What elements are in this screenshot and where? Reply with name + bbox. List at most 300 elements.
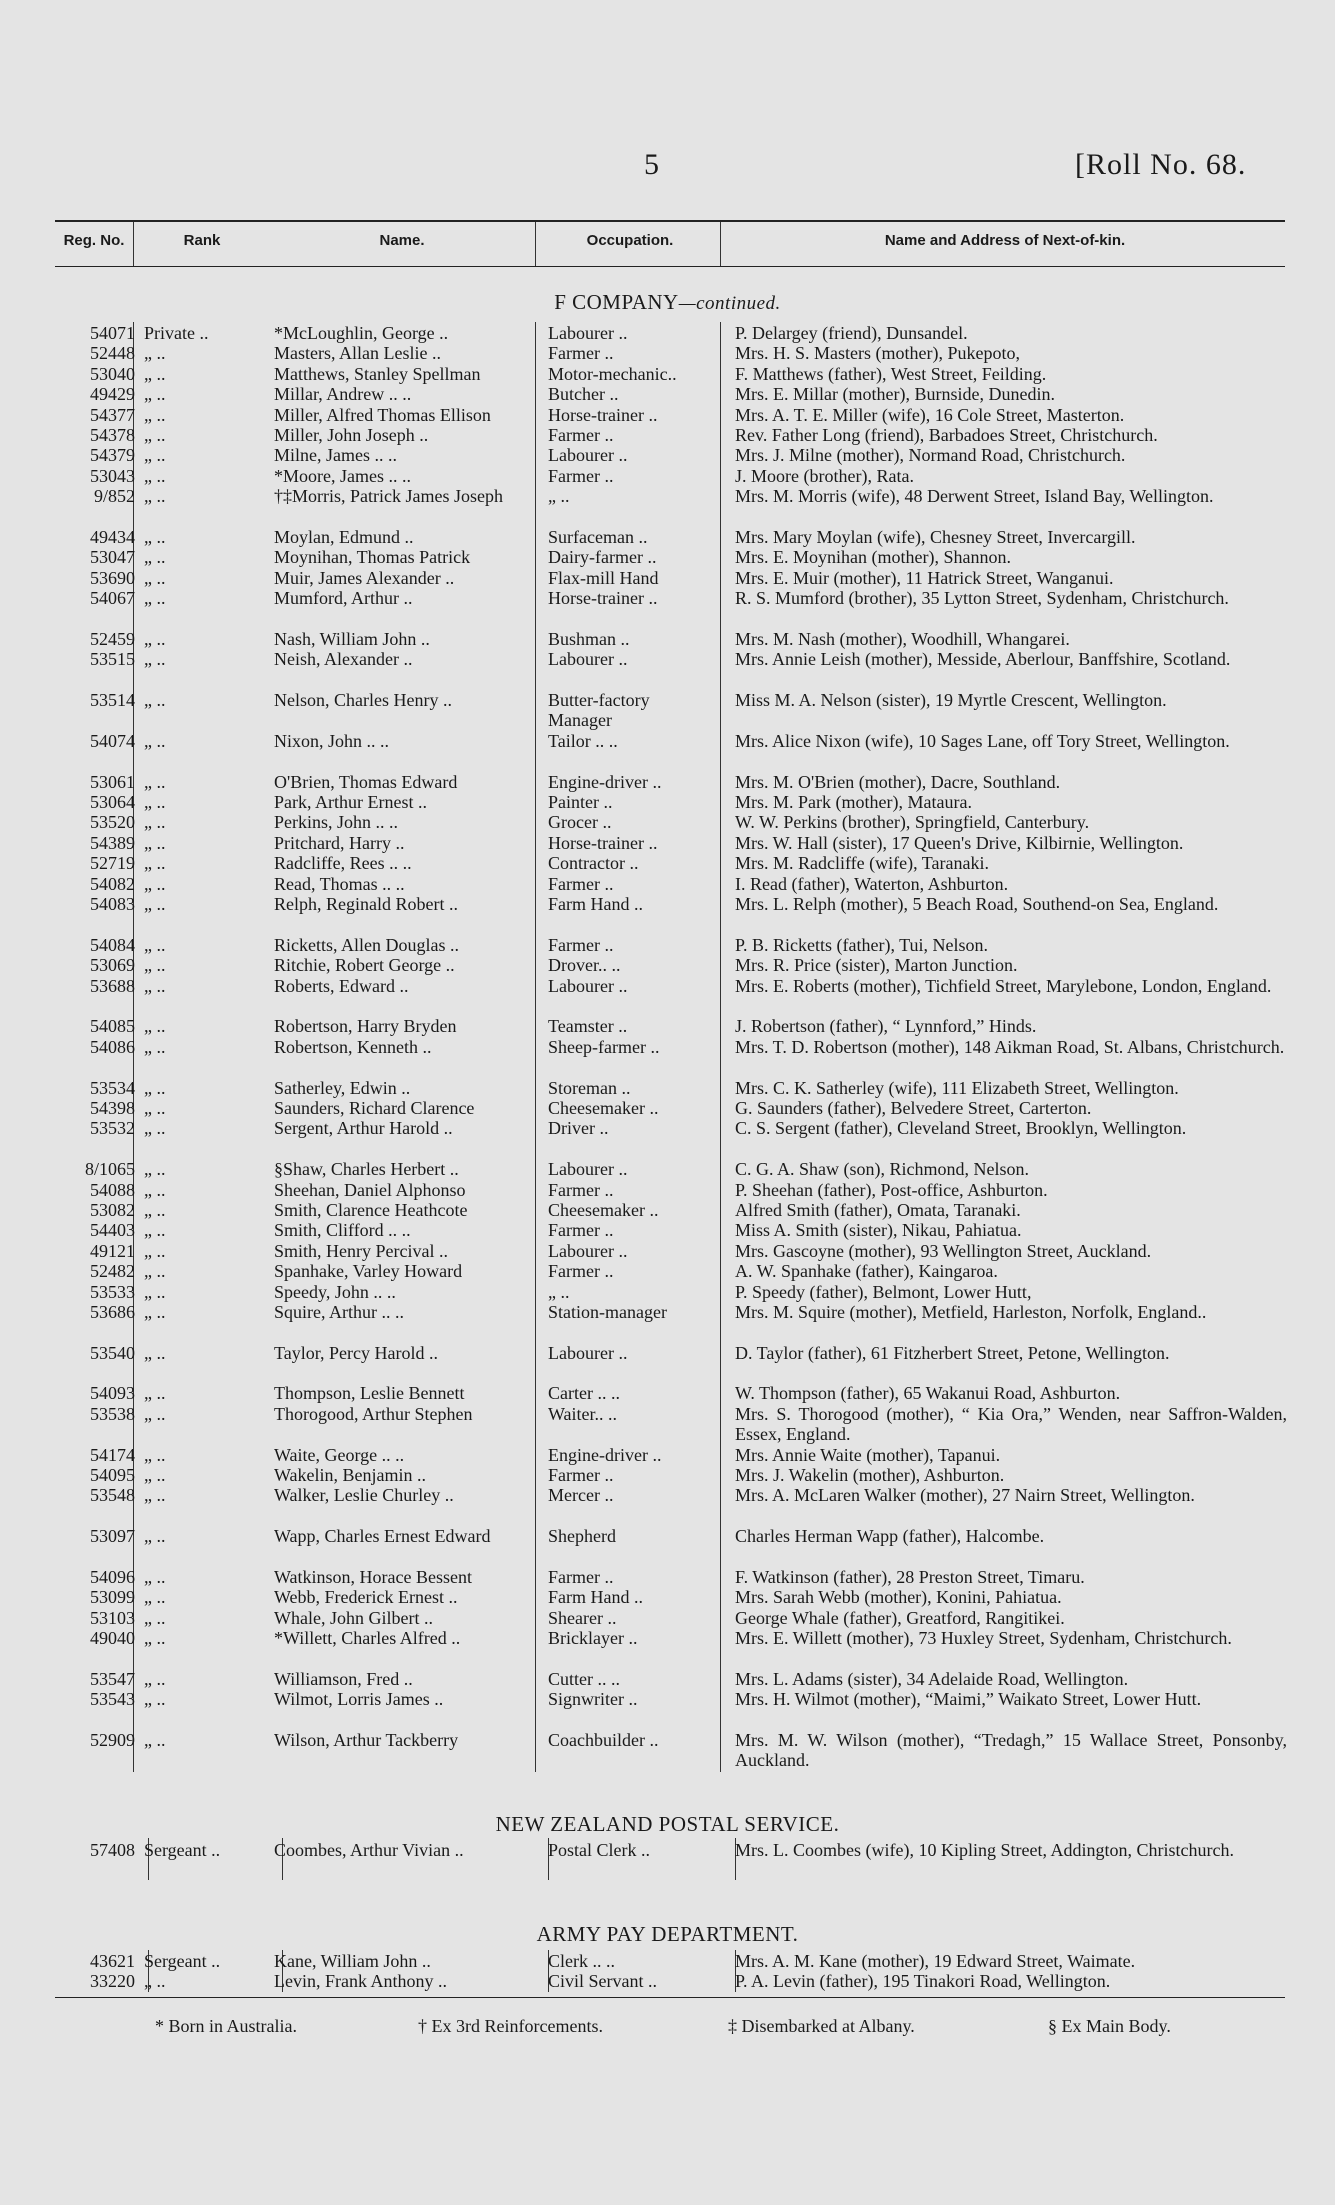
occupation-cell: Shearer ..: [548, 1607, 617, 1628]
next-of-kin-cell: Rev. Father Long (friend), Barbadoes Street, Christchurch.: [735, 424, 1158, 445]
page-number: 5: [644, 148, 659, 181]
next-of-kin-cell: Mrs. A. T. E. Miller (wife), 16 Cole Street, Masterton.: [735, 404, 1125, 425]
occupation-cell: Contractor ..: [548, 853, 639, 874]
next-of-kin-cell: Mrs. J. Milne (mother), Normand Road, Christchurch.: [735, 445, 1126, 466]
occupation-cell: Civil Servant ..: [548, 1971, 657, 1992]
occupation-cell: Farmer ..: [548, 465, 614, 486]
next-of-kin-cell: Mrs. E. Roberts (mother), Tichfield Street, Marylebone, London, England.: [735, 975, 1272, 996]
reg-no-cell: 52909: [90, 1730, 135, 1751]
table-row: [0, 874, 1335, 894]
reg-no-cell: 53540: [90, 1342, 135, 1363]
name-cell: Smith, Clarence Heathcote: [274, 1199, 468, 1220]
next-of-kin-cell: C. S. Sergent (father), Cleveland Street, Brooklyn, Wellington.: [735, 1118, 1187, 1139]
name-cell: Spanhake, Varley Howard: [274, 1261, 463, 1282]
name-cell: Masters, Allan Leslie ..: [274, 343, 441, 364]
rank-cell: „ ..: [144, 1342, 166, 1363]
reg-no-cell: 53690: [90, 567, 135, 588]
table-row: [0, 1261, 1335, 1281]
footnote-ex-main-body: § Ex Main Body.: [1048, 2016, 1171, 2036]
header-rule-bottom: [55, 266, 1285, 267]
table-row: [0, 935, 1335, 955]
table-row: [0, 1567, 1335, 1587]
occupation-cell: Cutter .. ..: [548, 1669, 620, 1690]
reg-no-cell: 54088: [90, 1179, 135, 1200]
name-cell: Miller, Alfred Thomas Ellison: [274, 404, 491, 425]
column-header-occupation: Occupation.: [586, 232, 674, 249]
occupation-cell: Sheep-farmer ..: [548, 1036, 660, 1057]
reg-no-cell: 54067: [90, 588, 135, 609]
name-cell: Ricketts, Allen Douglas ..: [274, 934, 459, 955]
occupation-cell: Horse-trainer ..: [548, 588, 658, 609]
next-of-kin-cell: W. W. Perkins (brother), Springfield, Canterbury.: [735, 812, 1090, 833]
rank-cell: „ ..: [144, 1669, 166, 1690]
column-header-rank: Rank: [183, 232, 221, 249]
rank-cell: Private ..: [144, 323, 209, 343]
reg-no-cell: 54174: [90, 1444, 135, 1465]
rank-cell: „ ..: [144, 1199, 166, 1220]
table-row: [0, 1016, 1335, 1036]
name-cell: Robertson, Harry Bryden: [274, 1016, 457, 1037]
occupation-cell: Grocer ..: [548, 812, 612, 833]
next-of-kin-cell: Mrs. Mary Moylan (wife), Chesney Street, Invercargill.: [735, 526, 1136, 547]
rank-cell: „ ..: [144, 730, 166, 751]
column-header-next-of-kin: Name and Address of Next-of-kin.: [884, 232, 1126, 249]
reg-no-cell: 53533: [90, 1281, 135, 1302]
reg-no-cell: 53547: [90, 1669, 135, 1690]
reg-no-cell: 54082: [90, 873, 135, 894]
occupation-cell: Farmer ..: [548, 1220, 614, 1241]
table-row: [0, 1118, 1335, 1159]
next-of-kin-cell: D. Taylor (father), 61 Fitzherbert Street, Petone, Wellington.: [735, 1342, 1170, 1363]
rank-cell: „ ..: [144, 894, 166, 915]
table-row: [0, 343, 1335, 363]
rank-cell: „ ..: [144, 792, 166, 813]
next-of-kin-cell: Miss M. A. Nelson (sister), 19 Myrtle Crescent, Wellington.: [735, 690, 1167, 711]
next-of-kin-cell: Mrs. M. Morris (wife), 48 Derwent Street, Island Bay, Wellington.: [735, 486, 1214, 507]
next-of-kin-cell: Mrs. J. Wakelin (mother), Ashburton.: [735, 1465, 1005, 1486]
reg-no-cell: 52719: [90, 853, 135, 874]
section-title-f-company: F COMPANY—continued.: [554, 290, 781, 314]
name-cell: Coombes, Arthur Vivian ..: [274, 1840, 464, 1860]
occupation-cell: Farmer ..: [548, 873, 614, 894]
occupation-cell: Driver ..: [548, 1118, 609, 1139]
reg-no-cell: 53099: [90, 1587, 135, 1608]
name-cell: Walker, Leslie Churley ..: [274, 1485, 454, 1506]
next-of-kin-cell: Mrs. L. Coombes (wife), 10 Kipling Street, Addington, Christchurch.: [735, 1840, 1234, 1860]
name-cell: Neish, Alexander ..: [274, 649, 413, 670]
table-row: [0, 812, 1335, 832]
reg-no-cell: 54377: [90, 404, 135, 425]
reg-no-cell: 54085: [90, 1016, 135, 1037]
rank-cell: „ ..: [144, 1587, 166, 1608]
f-company-roll: [0, 323, 1335, 1771]
name-cell: Kane, William John ..: [274, 1951, 431, 1971]
table-row: [0, 1241, 1335, 1261]
occupation-cell: Horse-trainer ..: [548, 832, 658, 853]
occupation-cell: Postal Clerk ..: [548, 1840, 650, 1860]
occupation-cell: Teamster ..: [548, 1016, 628, 1037]
roll-number: [Roll No. 68.: [1075, 148, 1247, 181]
table-row: [0, 466, 1335, 486]
rank-cell: „ ..: [144, 1179, 166, 1200]
table-row: [0, 1587, 1335, 1607]
table-row: [0, 1200, 1335, 1220]
rank-cell: „ ..: [144, 1383, 166, 1404]
next-of-kin-cell: A. W. Spanhake (father), Kaingaroa.: [735, 1261, 998, 1282]
rank-cell: „ ..: [144, 853, 166, 874]
name-cell: Levin, Frank Anthony ..: [274, 1971, 447, 1992]
name-cell: Webb, Frederick Ernest ..: [274, 1587, 458, 1608]
table-row: [0, 1302, 1335, 1343]
rank-cell: „ ..: [144, 1036, 166, 1057]
reg-no-cell: 49434: [90, 526, 135, 547]
next-of-kin-cell: Charles Herman Wapp (father), Halcombe.: [735, 1526, 1045, 1547]
table-row: [0, 1465, 1335, 1485]
reg-no-cell: 53532: [90, 1118, 135, 1139]
name-cell: Taylor, Percy Harold ..: [274, 1342, 438, 1363]
occupation-cell: Labourer ..: [548, 975, 628, 996]
footnote-born-australia: * Born in Australia.: [155, 2016, 297, 2036]
rank-cell: „ ..: [144, 1118, 166, 1139]
occupation-cell: Bushman ..: [548, 628, 630, 649]
next-of-kin-cell: Mrs. A. M. Kane (mother), 19 Edward Street, Waimate.: [735, 1951, 1136, 1971]
table-row: [0, 1628, 1335, 1669]
next-of-kin-cell: W. Thompson (father), 65 Wakanui Road, Ashburton.: [735, 1383, 1121, 1404]
table-row: [0, 568, 1335, 588]
name-cell: Smith, Henry Percival ..: [274, 1240, 448, 1261]
reg-no-cell: 49121: [90, 1240, 135, 1261]
rank-cell: „ ..: [144, 1689, 166, 1710]
rank-cell: „ ..: [144, 975, 166, 996]
occupation-cell: Farmer ..: [548, 1465, 614, 1486]
rank-cell: „ ..: [144, 1261, 166, 1282]
reg-no-cell: 53534: [90, 1077, 135, 1098]
table-row: [0, 1608, 1335, 1628]
table-row: [0, 1282, 1335, 1302]
table-row: [0, 894, 1335, 935]
reg-no-cell: 53543: [90, 1689, 135, 1710]
reg-no-cell: 54084: [90, 934, 135, 955]
table-row: [0, 1689, 1335, 1730]
name-cell: Muir, James Alexander ..: [274, 567, 455, 588]
occupation-cell: Farmer ..: [548, 343, 614, 364]
column-header-reg-no: Reg. No.: [63, 232, 125, 249]
table-row: [0, 1485, 1335, 1526]
name-cell: §Shaw, Charles Herbert ..: [274, 1159, 459, 1180]
rank-cell: „ ..: [144, 1281, 166, 1302]
occupation-cell: Cheesemaker ..: [548, 1097, 659, 1118]
rank-cell: „ ..: [144, 649, 166, 670]
next-of-kin-cell: Mrs. A. McLaren Walker (mother), 27 Nairn Street, Wellington.: [735, 1485, 1195, 1506]
reg-no-cell: 53097: [90, 1526, 135, 1547]
table-row: [0, 364, 1335, 384]
rank-cell: „ ..: [144, 1077, 166, 1098]
rank-cell: „ ..: [144, 1526, 166, 1547]
table-row: [0, 1159, 1335, 1179]
rank-cell: „ ..: [144, 445, 166, 466]
occupation-cell: Surfaceman ..: [548, 526, 648, 547]
rank-cell: „ ..: [144, 628, 166, 649]
table-row: [0, 955, 1335, 975]
rank-cell: „ ..: [144, 1485, 166, 1506]
next-of-kin-cell: J. Moore (brother), Rata.: [735, 465, 914, 486]
next-of-kin-cell: Mrs. Annie Waite (mother), Tapanui.: [735, 1444, 1001, 1465]
next-of-kin-cell: Mrs. M. O'Brien (mother), Dacre, Southland.: [735, 771, 1061, 792]
next-of-kin-cell: Mrs. M. Squire (mother), Metfield, Harleston, Norfolk, England..: [735, 1301, 1207, 1322]
next-of-kin-cell: Mrs. M. Radcliffe (wife), Taranaki.: [735, 853, 989, 874]
occupation-cell: Mercer ..: [548, 1485, 614, 1506]
next-of-kin-cell: P. Delargey (friend), Dunsandel.: [735, 323, 968, 343]
next-of-kin-cell: P. Speedy (father), Belmont, Lower Hutt,: [735, 1281, 1032, 1302]
table-row: [0, 1220, 1335, 1240]
occupation-cell: Cheesemaker ..: [548, 1199, 659, 1220]
column-header-name: Name.: [379, 232, 425, 249]
column-divider: [535, 222, 536, 266]
name-cell: Mumford, Arthur ..: [274, 588, 413, 609]
occupation-cell: Farmer ..: [548, 934, 614, 955]
occupation-cell: Engine-driver ..: [548, 1444, 662, 1465]
next-of-kin-cell: Mrs. S. Thorogood (mother), “ Kia Ora,” Wenden, near Saffron-Walden, Essex, England.: [735, 1403, 1287, 1444]
occupation-cell: Farm Hand ..: [548, 894, 643, 915]
rank-cell: „ ..: [144, 486, 166, 507]
table-row: [0, 588, 1335, 629]
name-cell: Sheehan, Daniel Alphonso: [274, 1179, 466, 1200]
reg-no-cell: 53069: [90, 955, 135, 976]
next-of-kin-cell: Mrs. L. Relph (mother), 5 Beach Road, Southend-on Sea, England.: [735, 894, 1219, 915]
name-cell: *McLoughlin, George ..: [274, 323, 449, 343]
reg-no-cell: 52459: [90, 628, 135, 649]
next-of-kin-cell: F. Watkinson (father), 28 Preston Street, Timaru.: [735, 1567, 1085, 1588]
occupation-cell: Farmer ..: [548, 1179, 614, 1200]
rank-cell: „ ..: [144, 955, 166, 976]
header-rule-top: [55, 220, 1285, 222]
name-cell: Wakelin, Benjamin ..: [274, 1465, 427, 1486]
reg-no-cell: 54095: [90, 1465, 135, 1486]
reg-no-cell: 43621: [90, 1951, 135, 1971]
rank-cell: „ ..: [144, 1097, 166, 1118]
table-row: [0, 853, 1335, 873]
footer-rule: [55, 1997, 1285, 1998]
name-cell: Speedy, John .. ..: [274, 1281, 396, 1302]
next-of-kin-cell: G. Saunders (father), Belvedere Street, Carterton.: [735, 1097, 1092, 1118]
name-cell: Wapp, Charles Ernest Edward: [274, 1526, 491, 1547]
next-of-kin-cell: Mrs. H. S. Masters (mother), Pukepoto,: [735, 343, 1020, 364]
occupation-cell: Waiter.. ..: [548, 1403, 618, 1424]
rank-cell: „ ..: [144, 363, 166, 384]
name-cell: †‡Morris, Patrick James Joseph: [274, 486, 503, 507]
name-cell: Millar, Andrew .. ..: [274, 384, 412, 405]
name-cell: Matthews, Stanley Spellman: [274, 363, 481, 384]
table-row: [0, 1730, 1335, 1771]
occupation-cell: Butter-factory Manager: [548, 690, 650, 731]
name-cell: Robertson, Kenneth ..: [274, 1036, 432, 1057]
occupation-cell: Carter .. ..: [548, 1383, 620, 1404]
reg-no-cell: 49040: [90, 1628, 135, 1649]
reg-no-cell: 54083: [90, 894, 135, 915]
reg-no-cell: 54379: [90, 445, 135, 466]
rank-cell: „ ..: [144, 1240, 166, 1261]
table-row: [0, 833, 1335, 853]
name-cell: Miller, John Joseph ..: [274, 424, 429, 445]
name-cell: O'Brien, Thomas Edward: [274, 771, 458, 792]
table-row: [0, 1343, 1335, 1384]
occupation-cell: Motor-mechanic..: [548, 363, 677, 384]
name-cell: Roberts, Edward ..: [274, 975, 409, 996]
name-cell: Nixon, John .. ..: [274, 730, 390, 751]
reg-no-cell: 8/1065: [84, 1159, 135, 1180]
table-row: [0, 1098, 1335, 1118]
rank-cell: Sergeant ..: [144, 1951, 221, 1971]
next-of-kin-cell: Mrs. C. K. Satherley (wife), 111 Elizabeth Street, Wellington.: [735, 1077, 1179, 1098]
next-of-kin-cell: Mrs. L. Adams (sister), 34 Adelaide Road, Wellington.: [735, 1669, 1129, 1690]
table-row: [0, 1669, 1335, 1689]
occupation-cell: Butcher ..: [548, 384, 619, 405]
name-cell: Smith, Clifford .. ..: [274, 1220, 411, 1241]
table-row: [0, 629, 1335, 649]
name-cell: Pritchard, Harry ..: [274, 832, 405, 853]
next-of-kin-cell: J. Robertson (father), “ Lynnford,” Hinds.: [735, 1016, 1037, 1037]
occupation-cell: Coachbuilder ..: [548, 1730, 659, 1751]
table-row: [0, 690, 1335, 731]
reg-no-cell: 9/852: [93, 486, 135, 507]
occupation-cell: Drover.. ..: [548, 955, 621, 976]
occupation-cell: Clerk .. ..: [548, 1951, 615, 1971]
table-row: [0, 1445, 1335, 1465]
name-cell: Ritchie, Robert George ..: [274, 955, 455, 976]
name-cell: Thorogood, Arthur Stephen: [274, 1403, 473, 1424]
rank-cell: Sergeant ..: [144, 1840, 221, 1860]
reg-no-cell: 53686: [90, 1301, 135, 1322]
next-of-kin-cell: R. S. Mumford (brother), 35 Lytton Street, Sydenham, Christchurch.: [735, 588, 1229, 609]
table-row: [0, 1037, 1335, 1078]
table-row: [0, 1078, 1335, 1098]
table-row: [0, 405, 1335, 425]
reg-no-cell: 53082: [90, 1199, 135, 1220]
reg-no-cell: 53515: [90, 649, 135, 670]
occupation-cell: „ ..: [548, 486, 570, 507]
table-row: [0, 772, 1335, 792]
footnote-disembarked-albany: ‡ Disembarked at Albany.: [728, 2016, 915, 2036]
name-cell: *Moore, James .. ..: [274, 465, 411, 486]
section-title-army-pay: ARMY PAY DEPARTMENT.: [536, 1922, 799, 1946]
name-cell: Watkinson, Horace Bessent: [274, 1567, 472, 1588]
name-cell: Perkins, John .. ..: [274, 812, 399, 833]
reg-no-cell: 53040: [90, 363, 135, 384]
table-row: [0, 731, 1335, 772]
table-row: [0, 547, 1335, 567]
reg-no-cell: 54086: [90, 1036, 135, 1057]
name-cell: Thompson, Leslie Bennett: [274, 1383, 465, 1404]
name-cell: Wilson, Arthur Tackberry: [274, 1730, 459, 1751]
table-row: [0, 1404, 1335, 1445]
next-of-kin-cell: Mrs. T. D. Robertson (mother), 148 Aikman Road, St. Albans, Christchurch.: [735, 1036, 1285, 1057]
name-cell: Squire, Arthur .. ..: [274, 1301, 404, 1322]
next-of-kin-cell: Mrs. E. Muir (mother), 11 Hatrick Street, Wanganui.: [735, 567, 1114, 588]
footnote-ex-3rd-reinforcements: † Ex 3rd Reinforcements.: [418, 2016, 603, 2036]
reg-no-cell: 53688: [90, 975, 135, 996]
postal-service-roll: [0, 1840, 1335, 1881]
reg-no-cell: 53043: [90, 465, 135, 486]
name-cell: Waite, George .. ..: [274, 1444, 405, 1465]
occupation-cell: Labourer ..: [548, 445, 628, 466]
rank-cell: „ ..: [144, 1301, 166, 1322]
reg-no-cell: 54378: [90, 424, 135, 445]
reg-no-cell: 53520: [90, 812, 135, 833]
table-row: [0, 445, 1335, 465]
next-of-kin-cell: F. Matthews (father), West Street, Feilding.: [735, 363, 1047, 384]
table-row: [0, 649, 1335, 690]
name-cell: Radcliffe, Rees .. ..: [274, 853, 412, 874]
next-of-kin-cell: Mrs. Annie Leish (mother), Messide, Aberlour, Banffshire, Scotland.: [735, 649, 1231, 670]
occupation-cell: Tailor .. ..: [548, 730, 618, 751]
reg-no-cell: 54389: [90, 832, 135, 853]
rank-cell: „ ..: [144, 567, 166, 588]
rank-cell: „ ..: [144, 1628, 166, 1649]
rank-cell: „ ..: [144, 1607, 166, 1628]
section-title-postal-service: NEW ZEALAND POSTAL SERVICE.: [495, 1812, 840, 1836]
reg-no-cell: 53514: [90, 690, 135, 711]
rank-cell: „ ..: [144, 812, 166, 833]
occupation-cell: Farmer ..: [548, 1567, 614, 1588]
name-cell: Nelson, Charles Henry ..: [274, 690, 452, 711]
reg-no-cell: 54096: [90, 1567, 135, 1588]
reg-no-cell: 53538: [90, 1403, 135, 1424]
occupation-cell: Labourer ..: [548, 1342, 628, 1363]
reg-no-cell: 53103: [90, 1607, 135, 1628]
occupation-cell: Labourer ..: [548, 649, 628, 670]
occupation-cell: Labourer ..: [548, 323, 628, 343]
reg-no-cell: 52482: [90, 1261, 135, 1282]
name-cell: Park, Arthur Ernest ..: [274, 792, 427, 813]
table-row: [0, 1383, 1335, 1403]
occupation-cell: Bricklayer ..: [548, 1628, 638, 1649]
table-row: [0, 1180, 1335, 1200]
name-cell: Relph, Reginald Robert ..: [274, 894, 458, 915]
rank-cell: „ ..: [144, 526, 166, 547]
rank-cell: „ ..: [144, 934, 166, 955]
next-of-kin-cell: C. G. A. Shaw (son), Richmond, Nelson.: [735, 1159, 1029, 1180]
rank-cell: „ ..: [144, 1730, 166, 1751]
reg-no-cell: 54398: [90, 1097, 135, 1118]
rank-cell: „ ..: [144, 343, 166, 364]
table-row: [0, 1526, 1335, 1567]
reg-no-cell: 49429: [90, 384, 135, 405]
next-of-kin-cell: Miss A. Smith (sister), Nikau, Pahiatua.: [735, 1220, 1022, 1241]
name-cell: Wilmot, Lorris James ..: [274, 1689, 444, 1710]
occupation-cell: „ ..: [548, 1281, 570, 1302]
reg-no-cell: 52448: [90, 343, 135, 364]
name-cell: Read, Thomas .. ..: [274, 873, 405, 894]
rank-cell: „ ..: [144, 1403, 166, 1424]
occupation-cell: Dairy-farmer ..: [548, 547, 657, 568]
occupation-cell: Signwriter ..: [548, 1689, 638, 1710]
reg-no-cell: 53064: [90, 792, 135, 813]
next-of-kin-cell: Mrs. E. Willett (mother), 73 Huxley Street, Sydenham, Christchurch.: [735, 1628, 1232, 1649]
table-row: [0, 323, 1335, 343]
rank-cell: „ ..: [144, 1567, 166, 1588]
reg-no-cell: 53061: [90, 771, 135, 792]
name-cell: Sergent, Arthur Harold ..: [274, 1118, 453, 1139]
rank-cell: „ ..: [144, 588, 166, 609]
occupation-cell: Labourer ..: [548, 1159, 628, 1180]
rank-cell: „ ..: [144, 404, 166, 425]
occupation-cell: Farmer ..: [548, 1261, 614, 1282]
table-row: [0, 527, 1335, 547]
name-cell: Saunders, Richard Clarence: [274, 1097, 475, 1118]
occupation-cell: Farm Hand ..: [548, 1587, 643, 1608]
occupation-cell: Painter ..: [548, 792, 613, 813]
table-row: [0, 792, 1335, 812]
